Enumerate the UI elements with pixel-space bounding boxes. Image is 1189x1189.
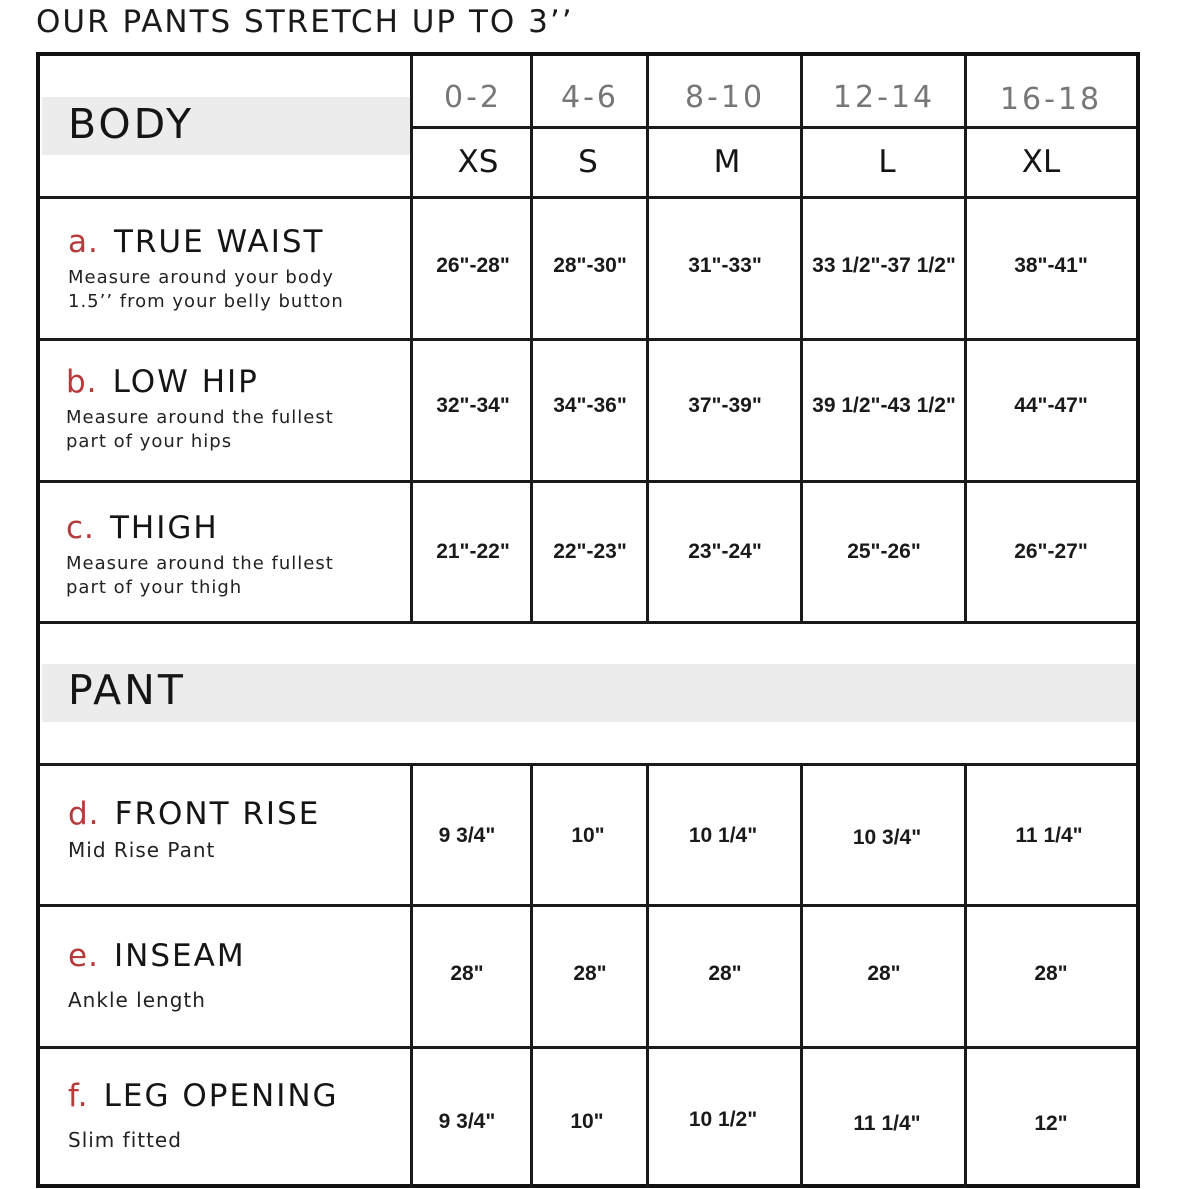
row-letter: c. <box>66 510 95 546</box>
cell-low-hip-s: 34"-36" <box>553 394 627 417</box>
range-label-xl: 16-18 <box>999 82 1103 117</box>
row-description-line: Measure around the fullest <box>66 553 334 574</box>
cell-inseam-xl: 28" <box>1034 962 1068 985</box>
row-description-line: Measure around the fullest <box>66 407 334 428</box>
size-label-xl: XL <box>1021 144 1061 180</box>
row-description-line: part of your thigh <box>66 577 243 598</box>
row-header-leg-opening <box>68 1078 339 1152</box>
row-description-line: part of your hips <box>66 431 233 452</box>
row-letter: b. <box>66 364 98 400</box>
cell-low-hip-l: 39 1/2"-43 1/2" <box>812 394 956 417</box>
grid-hline <box>40 480 1136 483</box>
range-label-xs: 0-2 <box>444 80 502 115</box>
grid-hline <box>40 621 1136 624</box>
row-header-front-rise <box>68 796 320 862</box>
grid-vline <box>410 764 413 1188</box>
cell-low-hip-xs: 32"-34" <box>436 394 510 417</box>
size-label-l: L <box>878 144 896 180</box>
size-label-m: M <box>713 144 741 180</box>
row-name: LEG OPENING <box>103 1078 339 1114</box>
range-label-m: 8-10 <box>684 80 766 115</box>
cell-low-hip-m: 37"-39" <box>688 394 762 417</box>
cell-leg-opening-xl: 12" <box>1034 1112 1068 1135</box>
grid-hline <box>40 904 1136 907</box>
cell-true-waist-xs: 26"-28" <box>436 254 510 277</box>
grid-vline <box>530 764 533 1188</box>
grid-vline <box>964 764 967 1188</box>
cell-inseam-l: 28" <box>867 962 901 985</box>
row-name: INSEAM <box>114 938 246 974</box>
cell-true-waist-l: 33 1/2"-37 1/2" <box>812 254 956 277</box>
cell-thigh-xs: 21"-22" <box>436 540 510 563</box>
row-description <box>68 266 344 314</box>
grid-hline <box>40 196 1136 199</box>
grid-hline <box>40 1046 1136 1049</box>
row-header-true-waist <box>68 224 344 314</box>
row-header-inseam <box>68 938 246 1012</box>
cell-leg-opening-l: 11 1/4" <box>853 1112 921 1135</box>
cell-front-rise-s: 10" <box>571 824 605 847</box>
row-name: FRONT RISE <box>114 796 321 832</box>
cell-inseam-m: 28" <box>708 962 742 985</box>
cell-front-rise-xs: 9 3/4" <box>438 824 496 847</box>
cell-thigh-s: 22"-23" <box>553 540 627 563</box>
cell-leg-opening-s: 10" <box>570 1110 604 1133</box>
row-letter: f. <box>68 1078 89 1114</box>
row-name: THIGH <box>110 510 219 546</box>
grid-hline <box>40 338 1136 341</box>
row-description <box>66 552 334 600</box>
grid-hline <box>40 763 1136 766</box>
row-description-line: Mid Rise Pant <box>68 838 216 862</box>
row-name: TRUE WAIST <box>113 224 325 260</box>
range-label-s: 4-6 <box>561 80 619 115</box>
row-description-line: 1.5’’ from your belly button <box>68 291 344 312</box>
size-label-s: S <box>578 144 598 180</box>
row-description <box>68 1128 339 1152</box>
row-letter: a. <box>68 224 99 260</box>
cell-leg-opening-xs: 9 3/4" <box>438 1110 496 1133</box>
pant-section-band <box>42 664 1136 722</box>
row-description <box>66 406 334 454</box>
cell-inseam-xs: 28" <box>450 962 484 985</box>
cell-front-rise-xl: 11 1/4" <box>1015 824 1083 847</box>
cell-true-waist-xl: 38"-41" <box>1014 254 1088 277</box>
body-section-label: BODY <box>68 100 195 148</box>
grid-hline <box>410 126 1136 129</box>
cell-inseam-s: 28" <box>573 962 607 985</box>
cell-leg-opening-m: 10 1/2" <box>688 1108 758 1131</box>
grid-vline <box>646 764 649 1188</box>
row-description-line: Ankle length <box>68 988 206 1012</box>
cell-thigh-m: 23"-24" <box>688 540 762 563</box>
cell-front-rise-m: 10 1/4" <box>688 824 758 847</box>
row-description-line: Measure around your body <box>68 267 334 288</box>
grid-vline <box>800 764 803 1188</box>
range-label-l: 12-14 <box>832 80 936 115</box>
cell-front-rise-l: 10 3/4" <box>852 826 922 849</box>
cell-thigh-xl: 26"-27" <box>1014 540 1088 563</box>
row-header-thigh <box>66 510 334 600</box>
size-label-xs: XS <box>457 144 499 180</box>
cell-true-waist-m: 31"-33" <box>688 254 762 277</box>
row-description <box>68 838 320 862</box>
row-letter: e. <box>68 938 99 974</box>
row-description <box>68 988 246 1012</box>
row-name: LOW HIP <box>112 364 259 400</box>
row-description-line: Slim fitted <box>68 1128 182 1152</box>
cell-thigh-l: 25"-26" <box>847 540 921 563</box>
size-chart-table <box>36 52 1140 1188</box>
cell-low-hip-xl: 44"-47" <box>1014 394 1088 417</box>
row-header-low-hip <box>66 364 334 454</box>
cell-true-waist-s: 28"-30" <box>553 254 627 277</box>
pant-section-label: PANT <box>68 666 186 714</box>
row-letter: d. <box>68 796 100 832</box>
page-title: OUR PANTS STRETCH UP TO 3’’ <box>36 4 574 40</box>
